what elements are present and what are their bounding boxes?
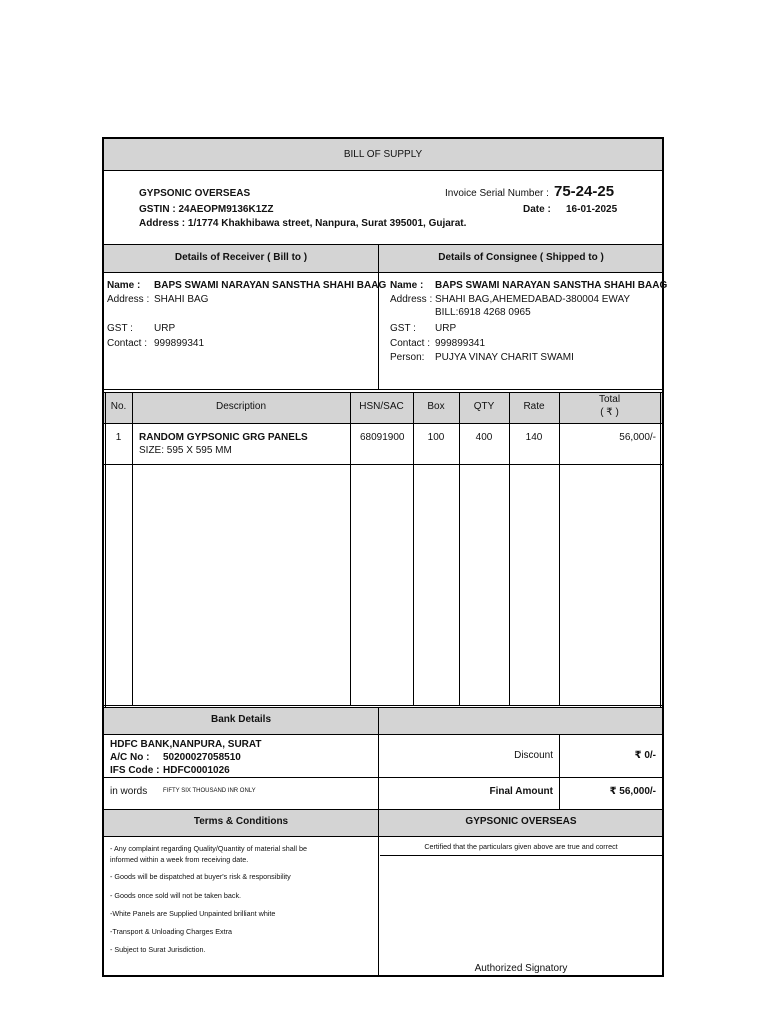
consignee-person-label: Person: <box>390 352 425 363</box>
consignee-address-line2: BILL:6918 4268 0965 <box>435 307 531 318</box>
col-header-qty: QTY <box>473 401 495 412</box>
ac-label: A/C No : <box>110 752 150 763</box>
row-no: 1 <box>115 432 122 443</box>
col-header-hsn: HSN/SAC <box>359 401 404 412</box>
col-header-total: Total <box>598 394 621 405</box>
ac-number: 50200027058510 <box>163 752 241 763</box>
terms-item: - Goods will be dispatched at buyer's risk & responsibility <box>110 872 291 881</box>
final-amount-value: ₹ 56,000/- <box>609 786 656 797</box>
receiver-contact: 999899341 <box>154 338 205 349</box>
document-title: BILL OF SUPPLY <box>343 149 423 160</box>
col-header-no: No. <box>110 401 127 412</box>
receiver-gst: URP <box>154 323 176 334</box>
receiver-contact-label: Contact : <box>107 338 148 349</box>
receiver-gst-label: GST : <box>107 323 133 334</box>
col-header-total-currency: ( ₹ ) <box>600 407 619 418</box>
invoice-date-label: Date : <box>523 204 551 215</box>
ifs-label: IFS Code : <box>110 765 160 776</box>
consignee-name-label: Name : <box>390 280 424 291</box>
consignee-gst-label: GST : <box>390 323 416 334</box>
invoice-serial-label: Invoice Serial Number : <box>445 188 549 199</box>
col-header-description: Description <box>215 401 267 412</box>
amount-in-words: FIFTY SIX THOUSAND INR ONLY <box>163 788 256 794</box>
invoice-date: 16-01-2025 <box>566 204 618 215</box>
certification-header: GYPSONIC OVERSEAS <box>465 816 577 827</box>
consignee-contact-label: Contact : <box>390 338 431 349</box>
consignee-contact: 999899341 <box>435 338 486 349</box>
bank-name: HDFC BANK,NANPURA, SURAT <box>110 739 262 750</box>
consignee-person: PUJYA VINAY CHARIT SWAMI <box>435 352 574 363</box>
terms-item: - Any complaint regarding Quality/Quantity of material shall be <box>110 844 307 853</box>
authorized-signatory: Authorized Signatory <box>474 963 568 974</box>
receiver-name-label: Name : <box>107 280 141 291</box>
receiver-name: BAPS SWAMI NARAYAN SANSTHA SHAHI BAAG <box>154 280 387 291</box>
row-qty: 400 <box>475 432 493 443</box>
in-words-label: in words <box>110 786 148 797</box>
consignee-address-label: Address : <box>390 294 433 305</box>
discount-label: Discount <box>514 750 553 761</box>
terms-item: -Transport & Unloading Charges Extra <box>110 927 232 936</box>
receiver-address-label: Address : <box>107 294 150 305</box>
consignee-name: BAPS SWAMI NARAYAN SANSTHA SHAHI BAAG <box>435 280 668 291</box>
terms-header: Terms & Conditions <box>193 816 289 827</box>
final-amount-label: Final Amount <box>489 786 553 797</box>
bill-of-supply-document <box>102 137 668 977</box>
terms-item: -White Panels are Supplied Unpainted brilliant white <box>110 909 276 918</box>
receiver-header: Details of Receiver ( Bill to ) <box>174 252 308 263</box>
row-description: RANDOM GYPSONIC GRG PANELS <box>139 432 308 443</box>
col-header-box: Box <box>427 401 445 412</box>
row-box: 100 <box>427 432 445 443</box>
row-hsn: 68091900 <box>360 432 405 443</box>
consignee-address-line1: SHAHI BAG,AHEMEDABAD-380004 EWAY <box>435 294 631 305</box>
consignee-header: Details of Consignee ( Shipped to ) <box>438 252 604 263</box>
terms-item: - Subject to Surat Jurisdiction. <box>110 945 206 954</box>
invoice-serial-number: 75-24-25 <box>554 183 615 200</box>
row-size: SIZE: 595 X 595 MM <box>139 445 232 456</box>
seller-name: GYPSONIC OVERSEAS <box>139 188 251 199</box>
row-total: 56,000/- <box>619 432 656 443</box>
col-header-rate: Rate <box>523 401 545 412</box>
terms-item: informed within a week from receiving date. <box>110 855 249 864</box>
certification-statement: Certified that the particulars given above are true and correct <box>424 842 618 851</box>
bank-header: Bank Details <box>210 714 272 725</box>
discount-value: ₹ 0/- <box>634 750 656 761</box>
consignee-gst: URP <box>435 323 457 334</box>
terms-item: - Goods once sold will not be taken back. <box>110 891 242 900</box>
ifs-code: HDFC0001026 <box>163 765 230 776</box>
seller-gstin: GSTIN : 24AEOPM9136K1ZZ <box>139 204 274 215</box>
row-rate: 140 <box>525 432 543 443</box>
receiver-address: SHAHI BAG <box>154 294 209 305</box>
seller-address: Address : 1/1774 Khakhibawa street, Nanpura, Surat 395001, Gujarat. <box>139 218 467 229</box>
